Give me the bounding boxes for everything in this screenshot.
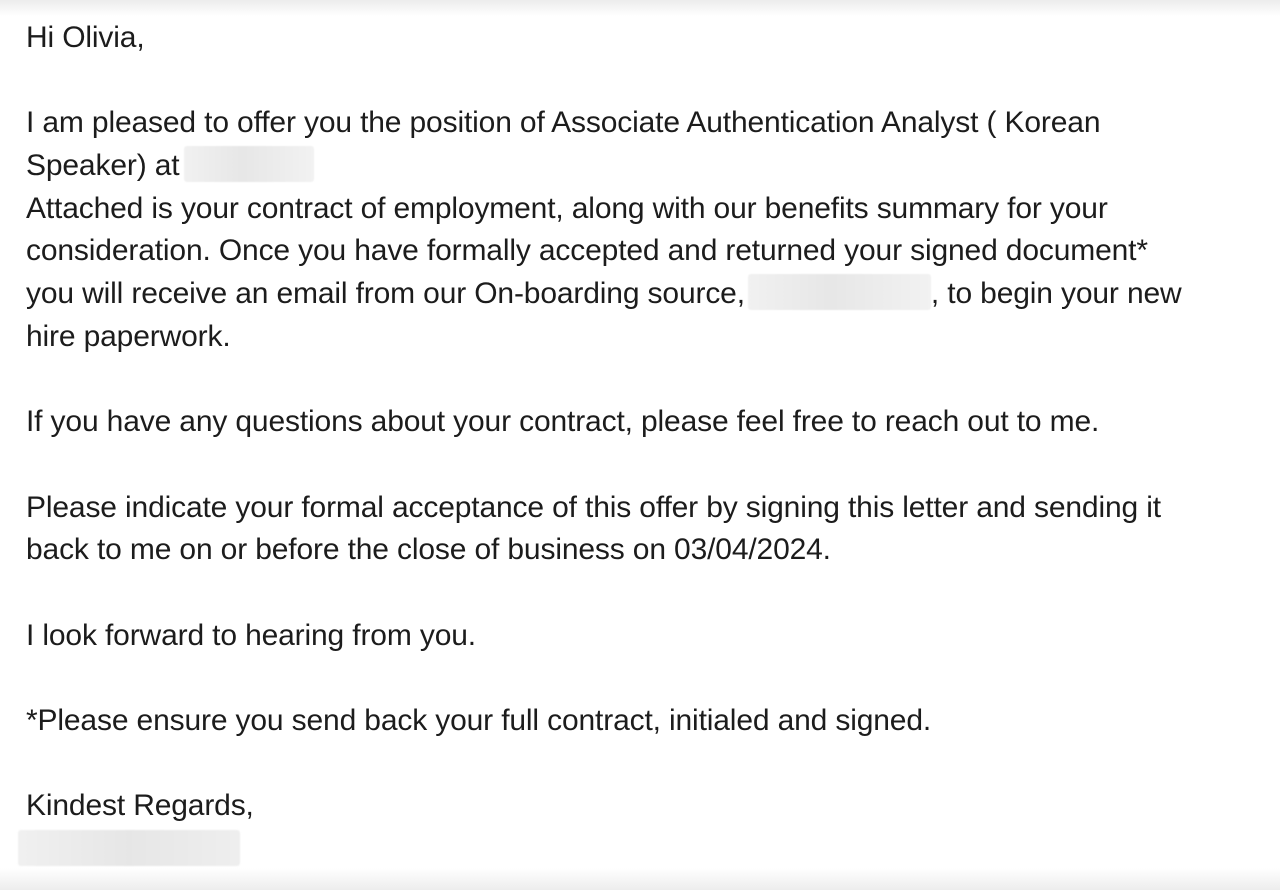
offer-text-speaker: Speaker) at xyxy=(26,149,180,183)
signoff-text: Kindest Regards, xyxy=(26,789,254,823)
acceptance-text-line-1: Please indicate your formal acceptance of this offer by signing this letter and sending it xyxy=(26,490,1161,524)
paragraph-spacer xyxy=(26,359,1276,402)
closing-text: I look forward to hearing from you. xyxy=(26,618,476,652)
redacted-sender-name xyxy=(18,830,240,866)
offer-text-line-5 xyxy=(26,273,1276,316)
onboarding-source-text: you will receive an email from our On-boarding source, xyxy=(26,277,745,311)
footnote-text: *Please ensure you send back your full contract, initialed and signed. xyxy=(26,704,932,737)
redacted-onboarding-vendor xyxy=(748,274,931,310)
paragraph-spacer xyxy=(26,657,1276,700)
questions-text: If you have any questions about your contract, please feel free to reach out to me. xyxy=(26,405,1100,439)
paragraph-spacer xyxy=(26,444,1276,487)
email-body xyxy=(26,17,1276,828)
paragraph-spacer xyxy=(26,743,1276,786)
offer-text-line-6: hire paperwork. xyxy=(26,319,231,353)
offer-text-line-4: consideration. Once you have formally accepted and returned your signed document* xyxy=(26,234,1148,268)
paragraph-spacer xyxy=(26,572,1276,615)
offer-text-line-3: Attached is your contract of employment, along with our benefits summary for your xyxy=(26,191,1108,225)
paragraph-spacer xyxy=(26,60,1276,103)
redacted-company-name xyxy=(184,146,314,182)
onboarding-source-text-after: , to begin your new xyxy=(930,277,1182,311)
acceptance-text-line-2: back to me on or before the close of business on 03/04/2024. xyxy=(26,533,831,567)
offer-text-line-1: I am pleased to offer you the position of Associate Authentication Analyst ( Korean xyxy=(26,106,1101,140)
greeting: Hi Olivia, xyxy=(26,21,145,54)
offer-text-line-2 xyxy=(26,145,1276,188)
bottom-edge-shadow xyxy=(0,868,1280,890)
top-edge-shadow xyxy=(0,0,1280,16)
